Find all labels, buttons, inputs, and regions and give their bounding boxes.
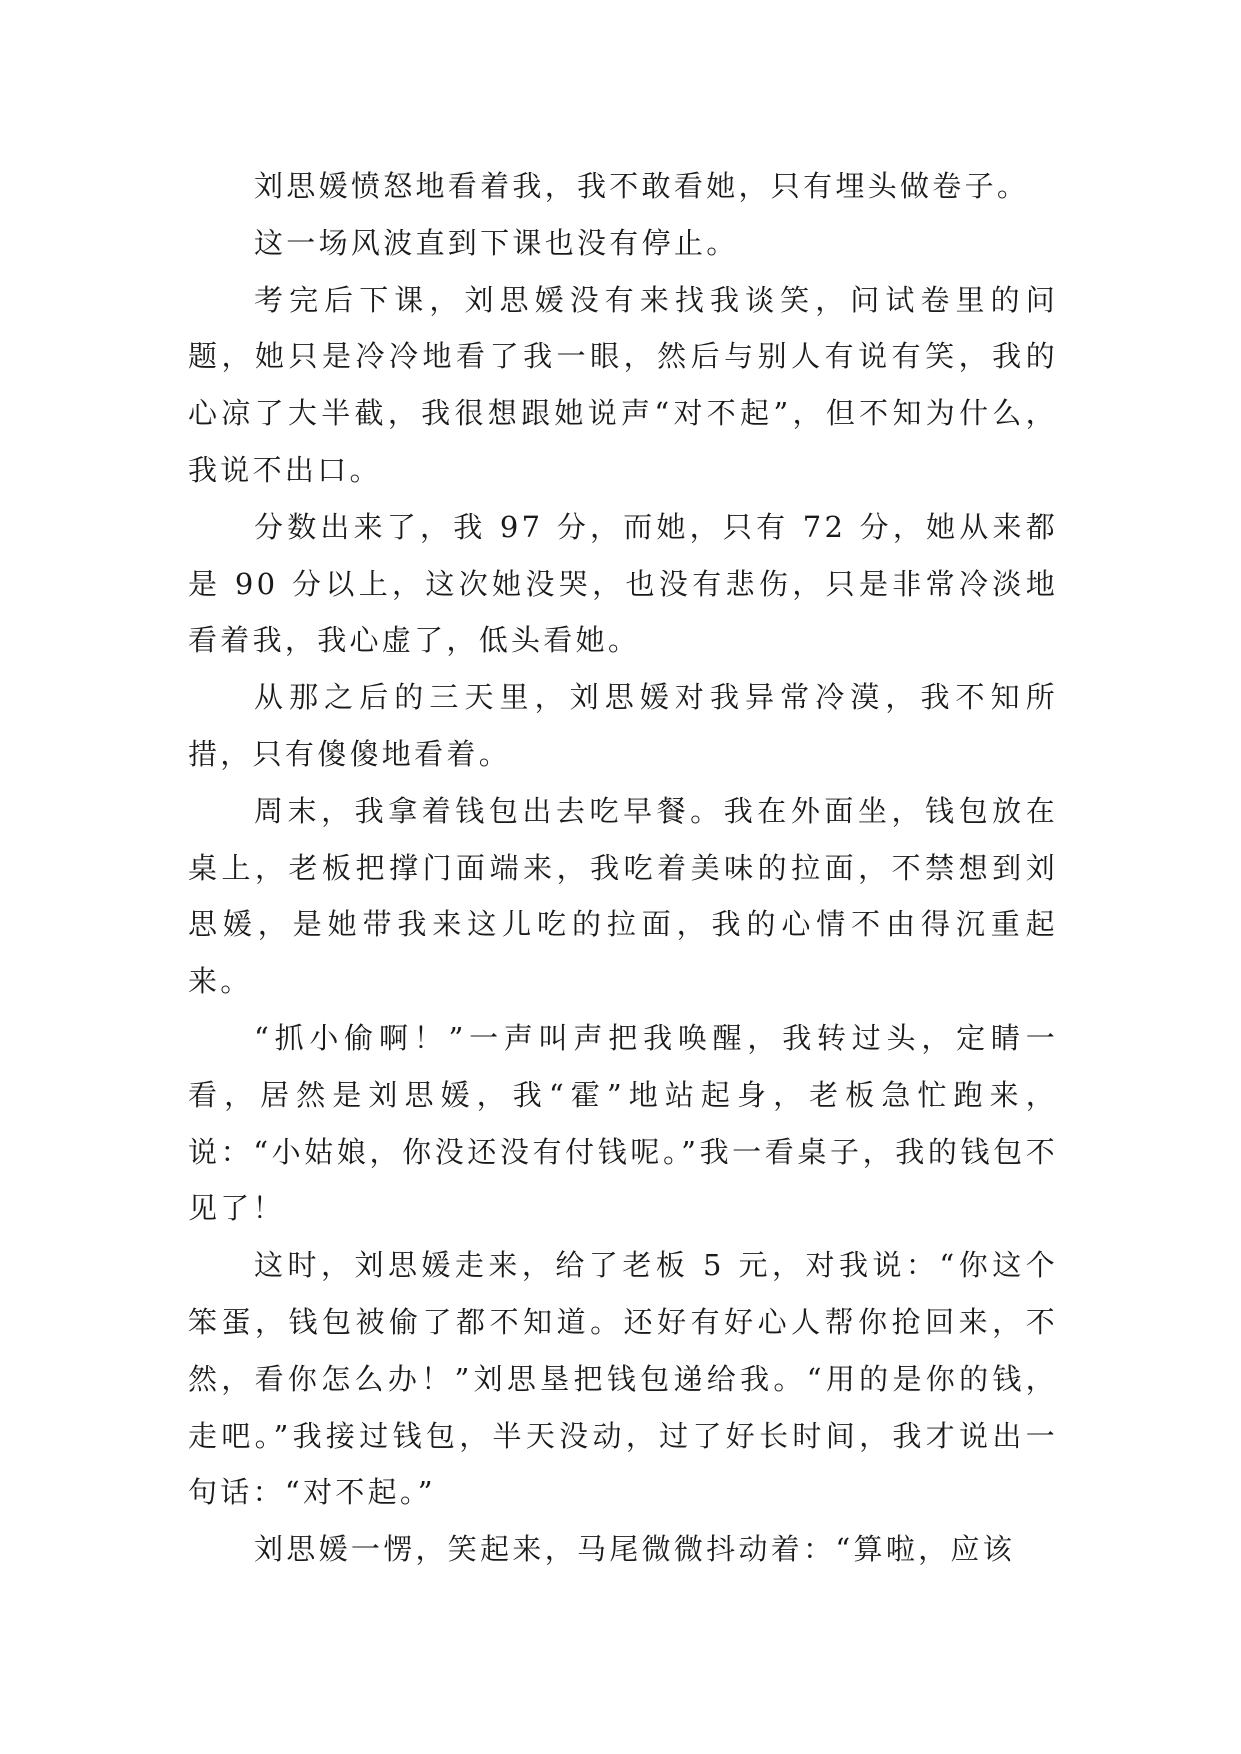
- paragraph-5: 从那之后的三天里，刘思媛对我异常冷漠，我不知所措，只有傻傻地看着。: [188, 680, 1058, 771]
- paragraph-6: 周末，我拿着钱包出去吃早餐。我在外面坐，钱包放在桌上，老板把撑门面端来，我吃着美味的拉面，不禁想到刘思媛，是她带我来这儿吃的拉面，我的心情不由得沉重起来。: [188, 793, 1058, 999]
- paragraph-4: 分数出来了，我 97 分，而她，只有 72 分，她从来都是 90 分以上，这次她没哭，也没有悲伤，只是非常冷淡地看着我，我心虚了，低头看她。: [188, 509, 1058, 658]
- paragraph-2: 这一场风波直到下课也没有停止。: [254, 225, 739, 260]
- paragraph-1: 刘思媛愤怒地看着我，我不敢看她，只有埋头做卷子。: [254, 169, 1030, 203]
- paragraph-9: 刘思媛一愣，笑起来，马尾微微抖动着：“算啦，应该: [254, 1532, 1016, 1567]
- paragraph-7: “抓小偷啊！”一声叫声把我唤醒，我转过头，定睛一看，居然是刘思媛，我“霍”地站起身，老板急忙跑来，说：“小姑娘，你没还没有付钱呢。”我一看桌子，我的钱包不见了！: [188, 1020, 1058, 1226]
- paragraph-3: 考完后下课，刘思媛没有来找我谈笑，问试卷里的问题，她只是冷冷地看了我一眼，然后与别人有说有笑，我的心凉了大半截，我很想跟她说声“对不起”，但不知为什么，我说不出口。: [188, 282, 1058, 487]
- paragraph-8: 这时，刘思媛走来，给了老板 5 元，对我说：“你这个笨蛋，钱包被偷了都不知道。还好有好心人帮你抢回来，不然，看你怎么办！”刘思垦把钱包递给我。“用的是你的钱，走吧。”我接过钱包，半天没动，过了好长时间，我才说出一句话：“对不起。”: [188, 1248, 1058, 1510]
- body-text: [188, 158, 1058, 1578]
